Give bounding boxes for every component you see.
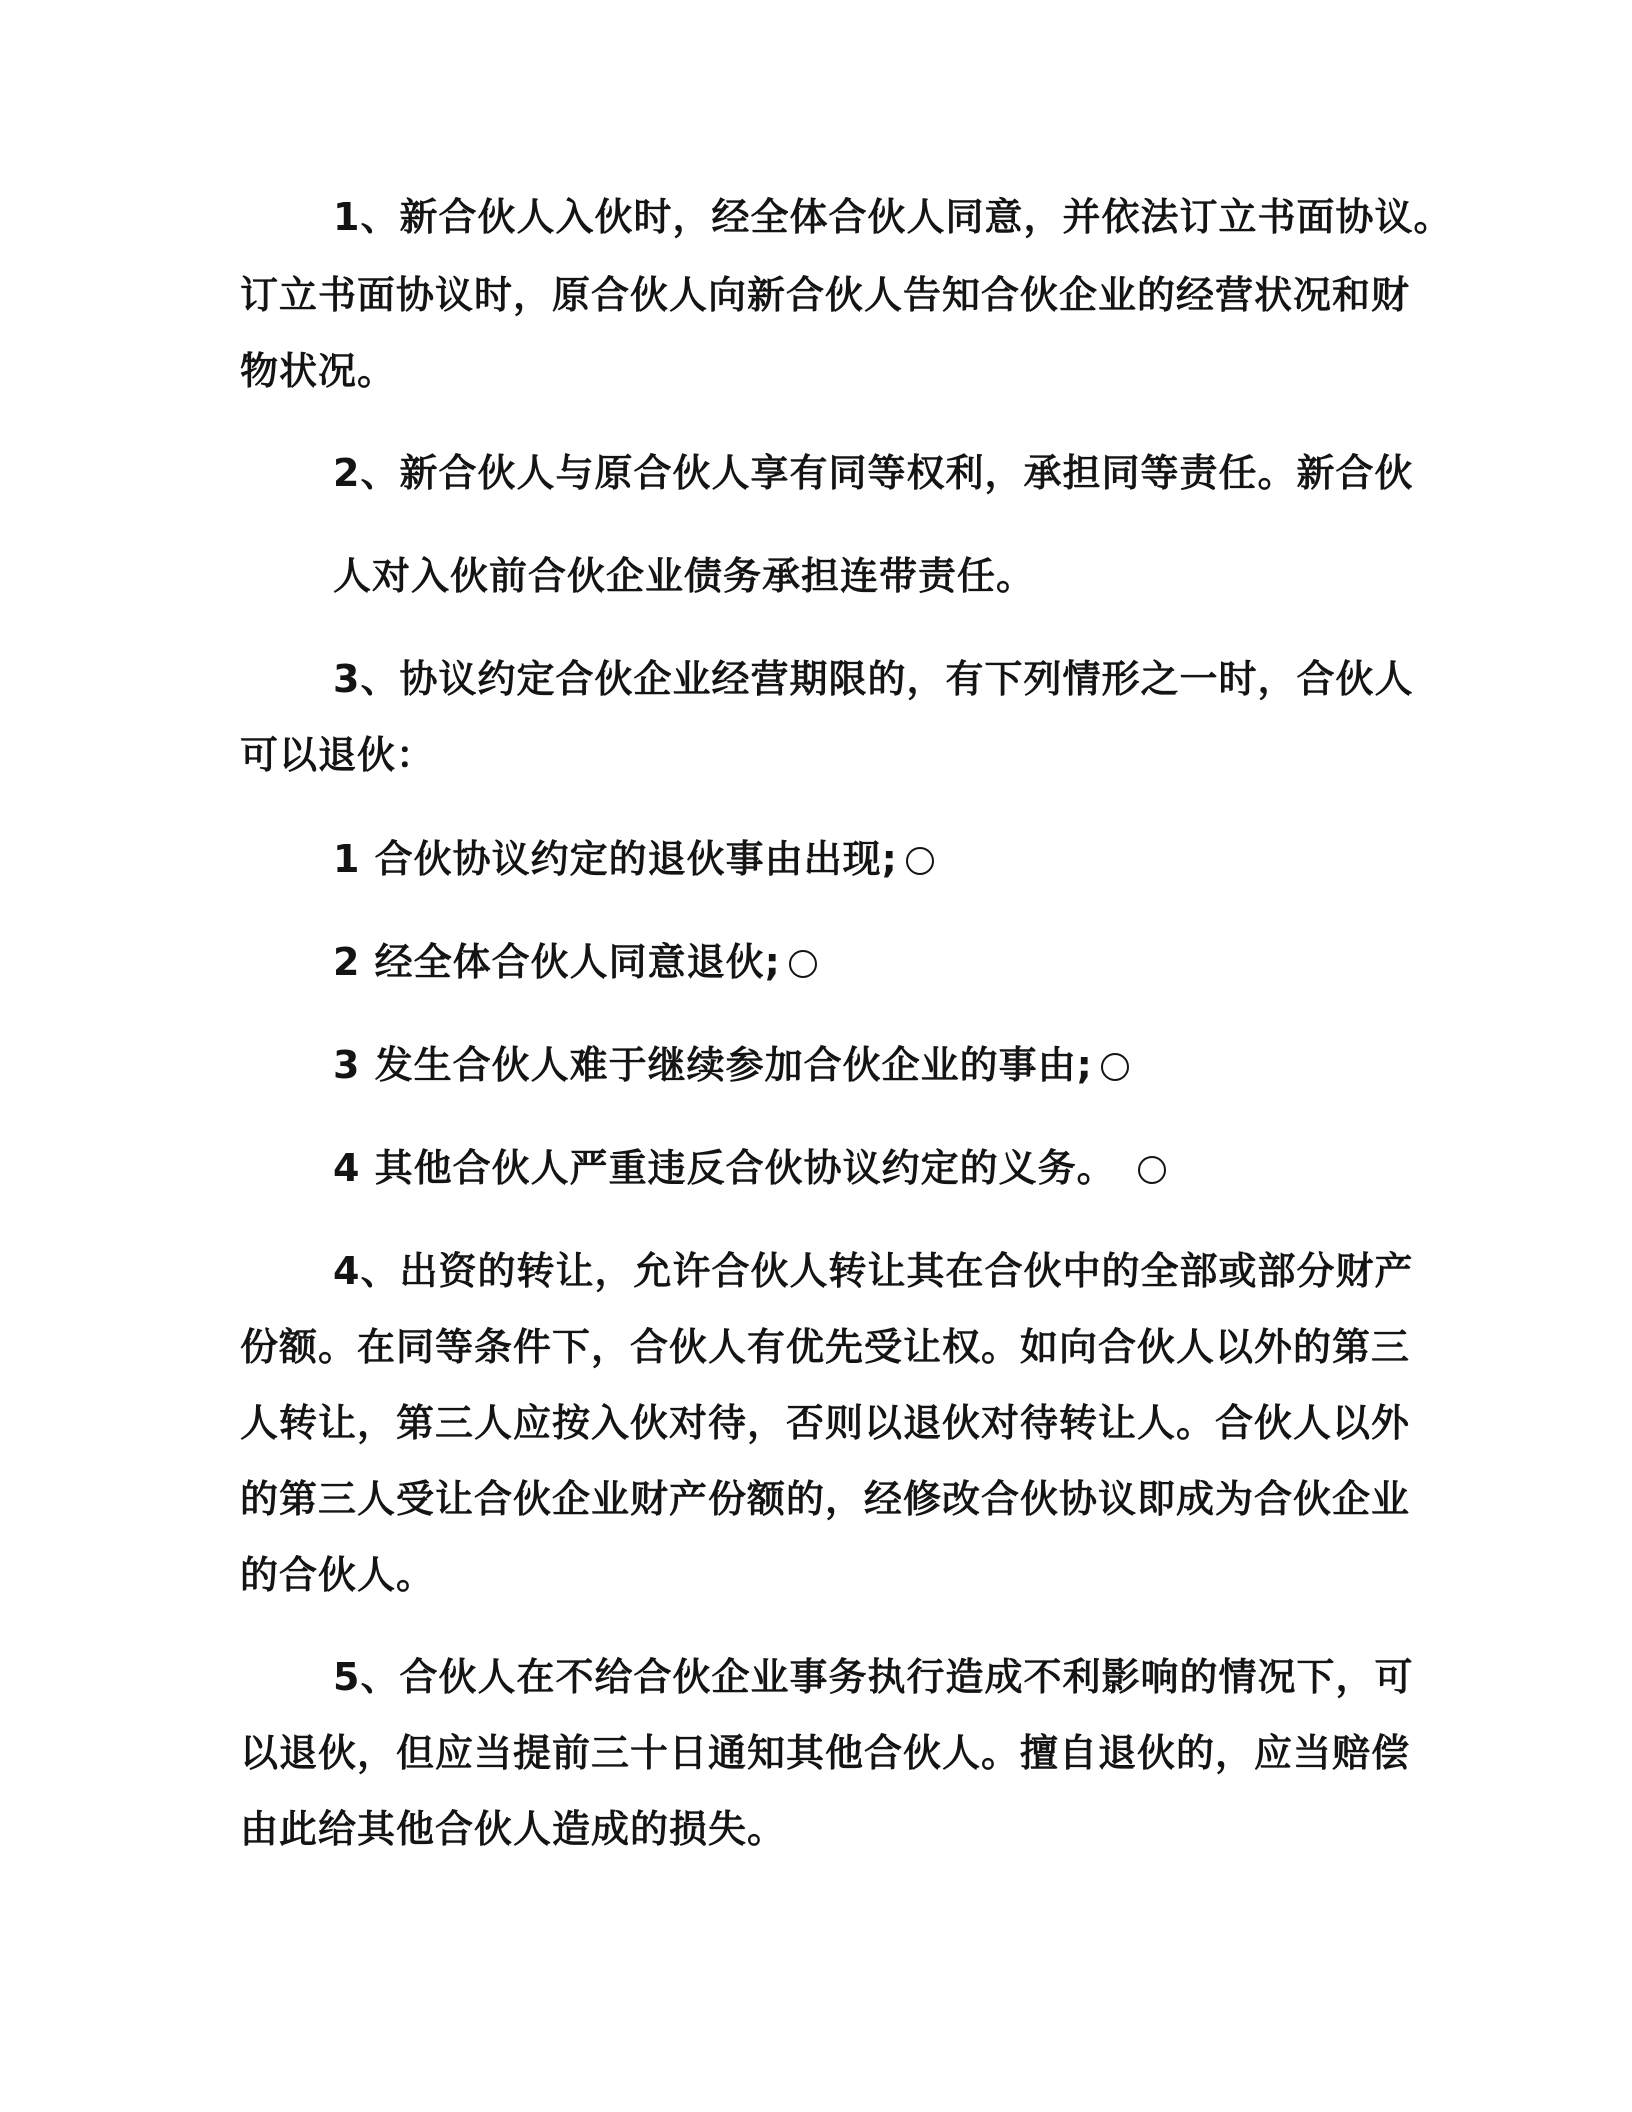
paragraph-5-line-3: 由此给其他合伙人造成的损失。: [240, 1807, 787, 1851]
paragraph-4-line-2: 份额。在同等条件下，合伙人有优先受让权。如向合伙人以外的第三: [240, 1325, 1411, 1369]
list-item: [333, 1040, 1129, 1090]
paragraph-1-line-2: 订立书面协议时，原合伙人向新合伙人告知合伙企业的经营状况和财: [240, 273, 1411, 317]
paragraph-1-line-1: 1、新合伙人入伙时，经全体合伙人同意，并依法订立书面协议。: [333, 195, 1453, 239]
circle-icon: [789, 950, 817, 978]
paragraph-3-line-1: 3、协议约定合伙企业经营期限的，有下列情形之一时，合伙人: [333, 657, 1414, 701]
list-item: [333, 1143, 1166, 1193]
list-item-text: 3 发生合伙人难于继续参加合伙企业的事由;: [333, 1043, 1093, 1087]
list-item-text: 4 其他合伙人严重违反合伙协议约定的义务。: [333, 1146, 1116, 1190]
paragraph-3-line-2: 可以退伙：: [240, 733, 436, 777]
list-item-text: 1 合伙协议约定的退伙事由出现;: [333, 837, 898, 881]
list-item: [333, 834, 934, 884]
paragraph-5-line-2: 以退伙，但应当提前三十日通知其他合伙人。擅自退伙的，应当赔偿: [240, 1731, 1411, 1775]
circle-icon: [906, 847, 934, 875]
circle-icon: [1101, 1053, 1129, 1081]
list-item: [333, 937, 817, 987]
paragraph-4-line-1: 4、出资的转让，允许合伙人转让其在合伙中的全部或部分财产: [333, 1249, 1414, 1293]
circle-icon: [1138, 1156, 1166, 1184]
paragraph-1-line-3: 物状况。: [240, 349, 397, 393]
paragraph-4-line-3: 人转让，第三人应按入伙对待，否则以退伙对待转让人。合伙人以外: [240, 1401, 1411, 1445]
paragraph-2-line-2: 人对入伙前合伙企业债务承担连带责任。: [333, 554, 1036, 598]
paragraph-4-line-4: 的第三人受让合伙企业财产份额的，经修改合伙协议即成为合伙企业: [240, 1477, 1411, 1521]
paragraph-5-line-1: 5、合伙人在不给合伙企业事务执行造成不利影响的情况下，可: [333, 1655, 1414, 1699]
paragraph-2-line-1: 2、新合伙人与原合伙人享有同等权利，承担同等责任。新合伙: [333, 451, 1414, 495]
paragraph-4-line-5: 的合伙人。: [240, 1553, 436, 1597]
list-item-text: 2 经全体合伙人同意退伙;: [333, 940, 781, 984]
